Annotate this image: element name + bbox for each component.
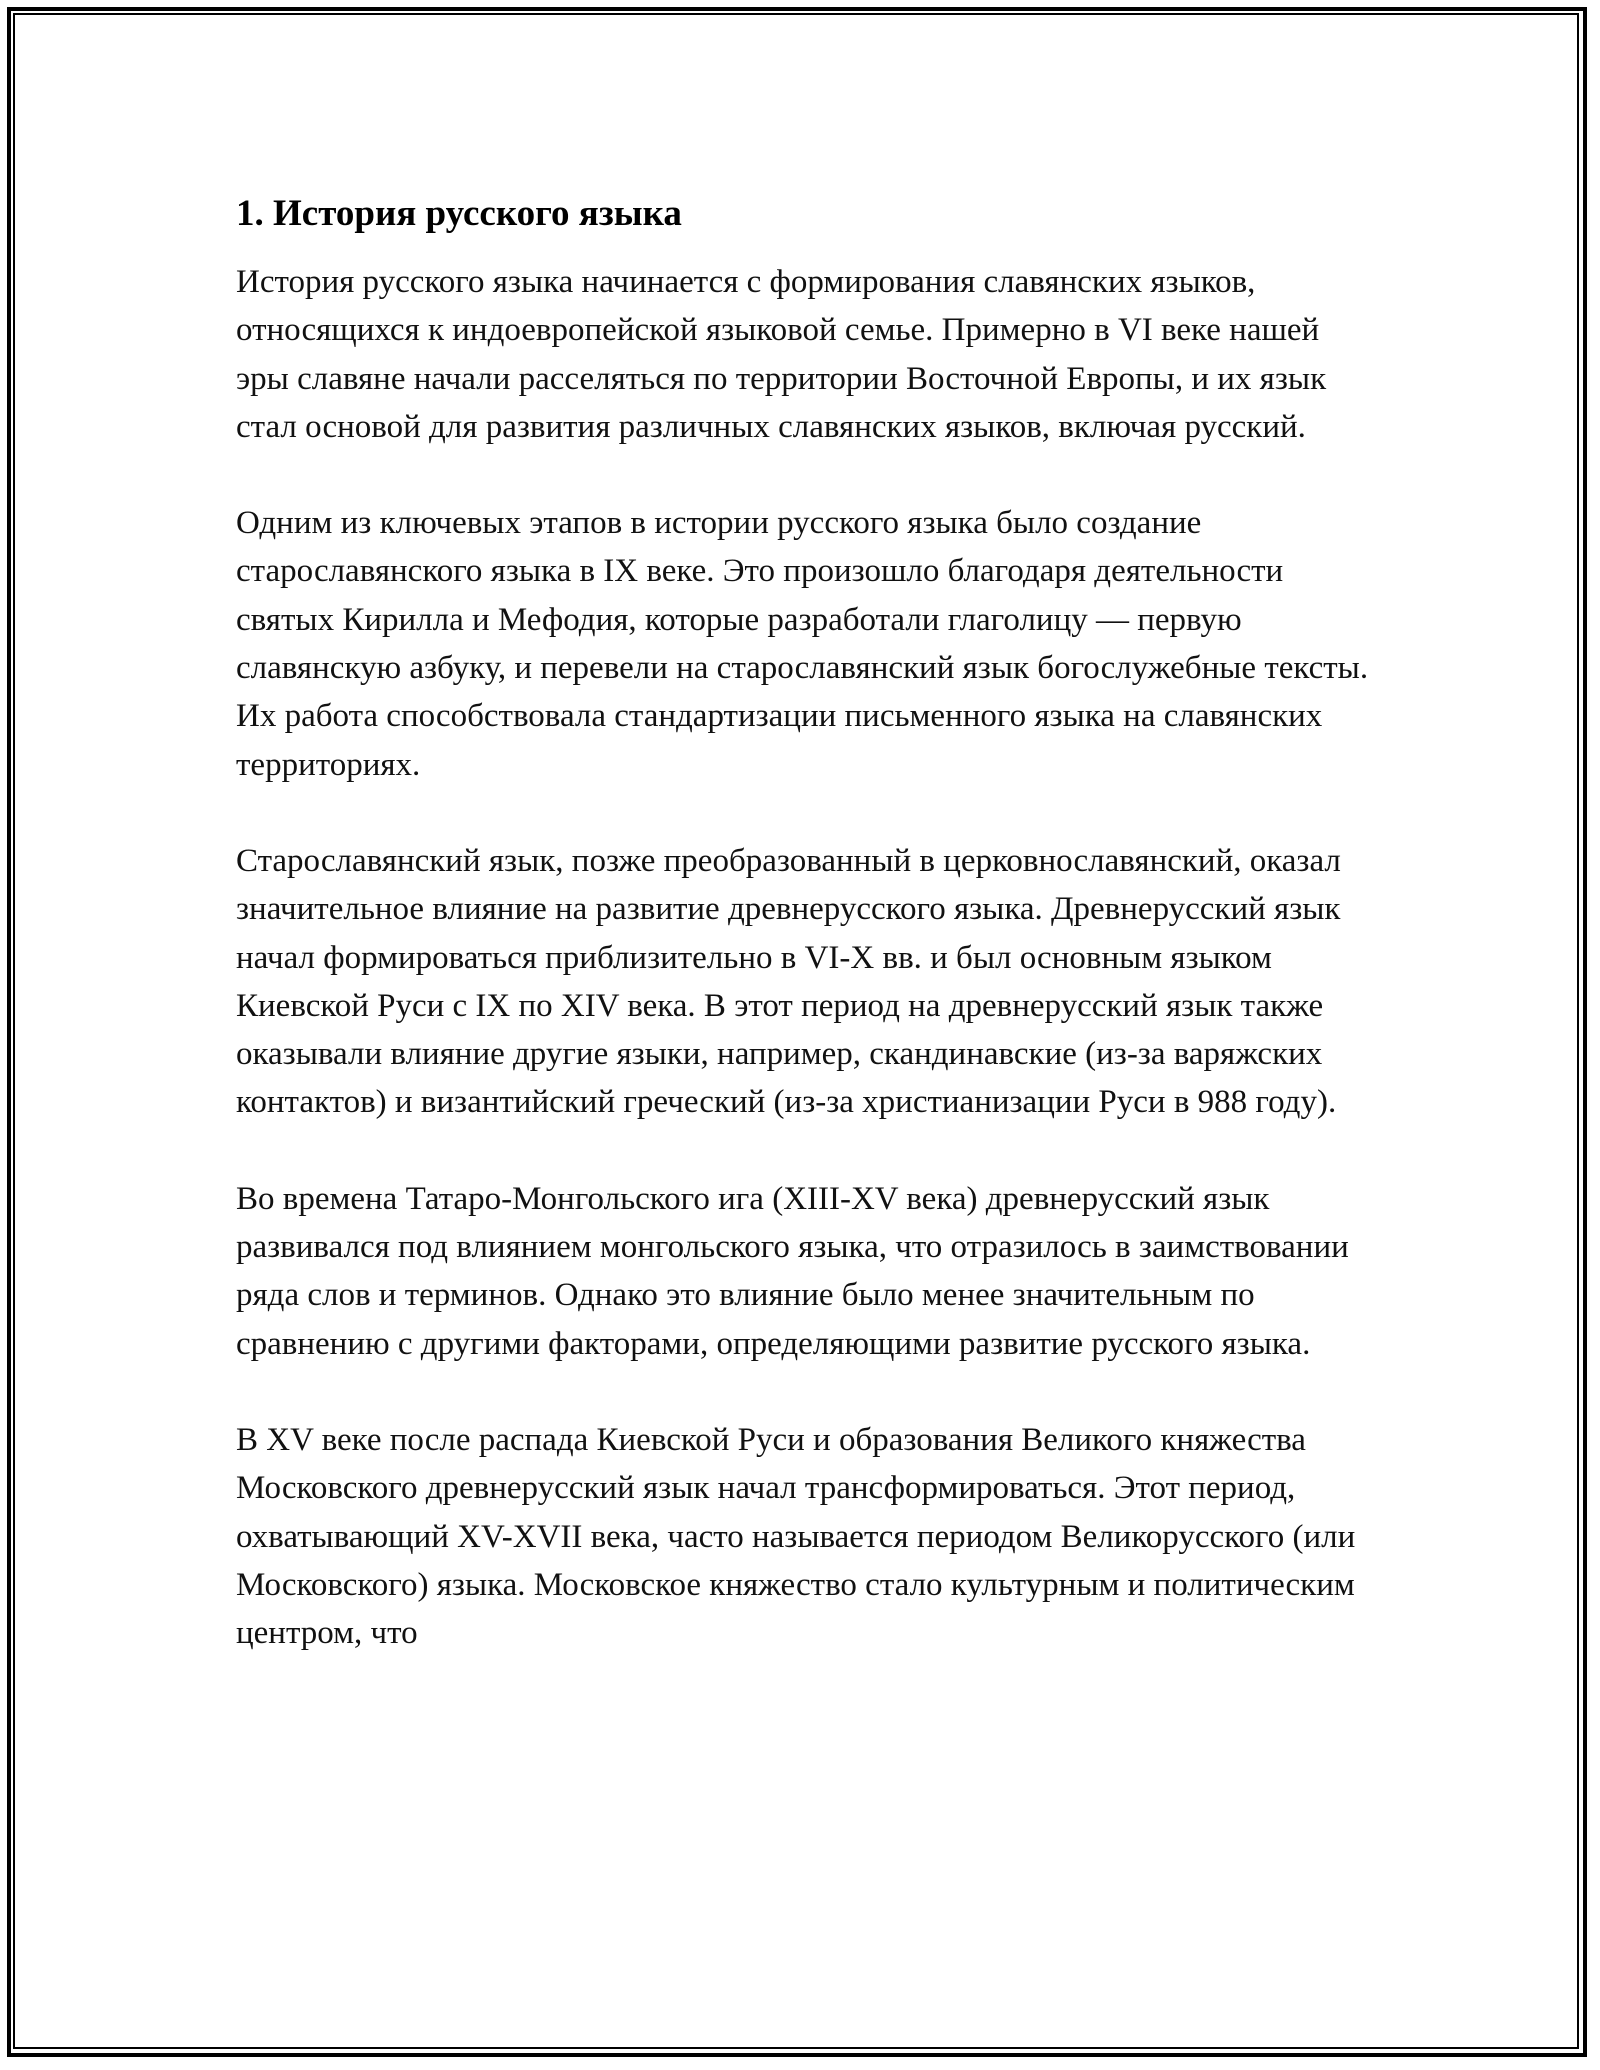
section-heading: 1. История русского языка [236, 193, 682, 234]
paragraph-old-russian: Старославянский язык, позже преобразованный в церковнославянский, оказал значительное влияние на развитие древнерусского языка. Древнерусский язык начал формироваться приблизительно в VI-X вв. и был основным языком Киевской Руси с IX по XIV века. В этот период на древнерусский язык также оказывали влияние другие языки, например, скандинавские (из-за варяжских контактов) и византийский греческий (из-за христианизации Руси в 988 году). [236, 842, 1341, 1121]
paragraph-mongol-period: Во времена Татаро-Монгольского ига (XIII-XV века) древнерусский язык развивался под влиянием монгольского языка, что отразилось в заимствовании ряда слов и терминов. Однако это влияние было менее значительным по сравнению с другими факторами, определяющими развитие русского языка. [236, 1180, 1349, 1362]
document-body [236, 186, 1376, 1657]
paragraph-old-church-slavonic: Одним из ключевых этапов в истории русского языка было создание старославянского языка в IX веке. Это произошло благодаря деятельности святых Кирилла и Мефодия, которые разработали глаголицу — первую славянскую азбуку, и перевели на старославянский язык богослужебные тексты. Их работа способствовала стандартизации письменного языка на славянских территориях. [236, 505, 1369, 783]
paragraph-origins: История русского языка начинается с формирования славянских языков, относящихся к индоевропейской языковой семье. Примерно в VI веке нашей эры славяне начали расселяться по территории Восточной Европы, и их язык стал основой для развития различных славянских языков, включая русский. [236, 264, 1327, 445]
paragraph-moscow-period: В XV веке после распада Киевской Руси и образования Великого княжества Московского древнерусский язык начал трансформироваться. Этот период, охватывающий XV-XVII века, часто называется периодом Великорусского (или Московского) языка. Московское княжество стало культурным и политическим центром, что [236, 1421, 1356, 1652]
